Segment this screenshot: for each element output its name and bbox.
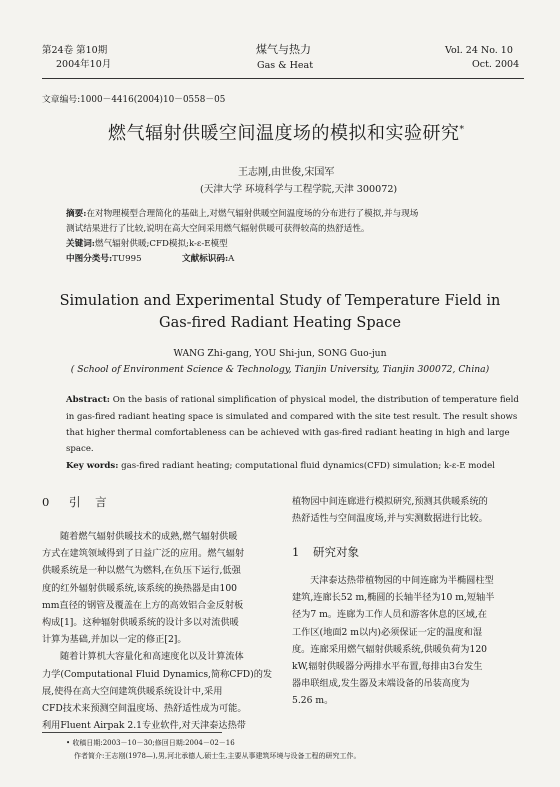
authors-cn: 王志刚,由世俊,宋国军 xyxy=(238,167,335,178)
keywords-cn xyxy=(66,237,228,249)
journal-name-cn: 煤气与热力 xyxy=(256,43,311,56)
keywords-en-label: Key words: xyxy=(66,461,119,471)
paper-title-cn xyxy=(108,119,465,145)
right-column-body xyxy=(292,572,524,710)
footnote-author: 作者简介:王志刚(1978—),男,河北承德人,硕士生,主要从事建筑环境与设备工程的研究工作。 xyxy=(74,752,361,760)
para-line: 随着燃气辐射供暖技术的成熟,燃气辐射供暖 xyxy=(60,531,238,542)
abstract-cn-line2: 测试结果进行了比较,说明在高大空间采用燃气辐射供暖可获得较高的热舒适性。 xyxy=(66,224,370,234)
journal-volume-en: Vol. 24 No. 10 xyxy=(445,45,513,56)
document-code-label: 文献标识码: xyxy=(182,254,229,264)
para-line: 展,使得在高大空间建筑供暖系统设计中,采用 xyxy=(42,685,223,697)
para-line: 度。连廊采用燃气辐射供暖系统,供暖负荷为120 xyxy=(292,643,488,655)
paper-title-en-line2: Gas-fired Radiant Heating Space xyxy=(158,315,401,331)
para-line: 径为7 m。连廊为工作人员和游客休息的区域,在 xyxy=(292,609,487,621)
section-0-title: 引 言 xyxy=(68,495,107,509)
classification-label: 中图分类号: xyxy=(66,254,113,264)
journal-name-en: Gas & Heat xyxy=(257,60,314,71)
para-line: 利用Fluent Airpak 2.1专业软件,对天津泰达热带 xyxy=(42,720,246,732)
para-line: 5.26 m。 xyxy=(292,695,334,707)
keywords-cn-label: 关键词: xyxy=(66,239,95,249)
abstract-cn-line1: 在对物理模型合理简化的基础上,对燃气辐射供暖空间温度场的分布进行了模拟,并与现场 xyxy=(86,209,419,219)
para-line: 建筑,连廊长52 m,椭圆的长轴半径为10 m,短轴半 xyxy=(292,592,495,604)
footnote-received xyxy=(66,738,235,748)
authors-en: WANG Zhi-gang, YOU Shi-jun, SONG Guo-jun xyxy=(173,348,387,359)
journal-date: 2004年10月 xyxy=(56,59,112,70)
paper-title-en-line1: Simulation and Experimental Study of Temperature Field in xyxy=(59,293,501,309)
para-line: 随着计算机大容量化和高速度化以及计算流体 xyxy=(60,651,244,663)
para-line: 力学(Computational Fluid Dynamics,简称CFD)的发 xyxy=(42,668,273,680)
affiliation-cn: (天津大学 环境科学与工程学院,天津 300072) xyxy=(200,184,398,195)
abstract-en-line2: in gas-fired radiant heating space is simulated and compared with the site test result. The result shows xyxy=(66,412,518,422)
keywords-en xyxy=(66,461,495,471)
section-0-number: 0 xyxy=(42,495,50,509)
para-line: 工作区(地面2 m以内)必须保证一定的温度和湿 xyxy=(292,626,483,638)
title-footnote-mark: * xyxy=(459,125,465,135)
document-code xyxy=(182,252,234,264)
journal-volume: 第24卷 第10期 xyxy=(42,45,108,56)
para-line: 器串联组成,发生器及末端设备的吊装高度为 xyxy=(292,678,470,690)
affiliation-en: ( School of Environment Science & Technology, Tianjin University, Tianjin 300072, China) xyxy=(70,364,490,375)
abstract-cn-label: 摘要: xyxy=(66,209,87,219)
classification-value: TU995 xyxy=(112,254,142,264)
journal-date-en: Oct. 2004 xyxy=(472,59,520,70)
keywords-en-text: gas-fired radiant heating; computational fluid dynamics(CFD) simulation; k-ε-E model xyxy=(121,461,495,471)
title-text: 燃气辐射供暖空间温度场的模拟和实验研究 xyxy=(108,123,460,144)
abstract-en-line3: that higher thermal comfortableness can be achieved with gas-fired radiant heating in high and large xyxy=(66,428,510,438)
para-line: 度的红外辐射供暖系统,该系统的换热器是由100 xyxy=(42,582,238,594)
para-line: mm直径的钢管及覆盖在上方的高效铝合金反射板 xyxy=(42,599,244,611)
footnote-rule xyxy=(42,732,222,733)
bullet-icon: • xyxy=(66,739,73,747)
para-line: 构成[1]。这种辐射供暖系统的设计多以对流供暖 xyxy=(42,617,239,629)
para-line: 方式在建筑领域得到了日益广泛的应用。燃气辐射 xyxy=(42,548,245,560)
keywords-cn-text: 燃气辐射供暖;CFD模拟;k-ε-E模型 xyxy=(94,239,228,249)
abstract-en-label: Abstract: xyxy=(66,395,110,405)
classification-number xyxy=(66,252,142,264)
document-code-value: A xyxy=(228,254,235,264)
para-line: kW,辐射供暖器分两排水平布置,每排由3台发生 xyxy=(292,661,483,673)
section-1-title: 研究对象 xyxy=(312,545,359,559)
right-column-intro xyxy=(292,493,524,527)
abstract-en-line4: space. xyxy=(66,444,94,454)
para-line: CFD技术来预测空间温度场、热舒适性成为可能。 xyxy=(42,703,247,715)
abstract-cn xyxy=(66,207,418,219)
para-line: 植物园中间连廊进行模拟研究,预测其供暖系统的 xyxy=(292,496,488,507)
article-id: 文章编号:1000－4416(2004)10－0558－05 xyxy=(42,95,226,105)
para-line: 计算为基础,并加以一定的修正[2]。 xyxy=(42,634,187,646)
section-0-heading xyxy=(42,494,107,510)
abstract-en-line1: On the basis of rational simplification of physical model, the distribution of temperature field xyxy=(112,395,519,405)
para-line: 热舒适性与空间温度场,并与实测数据进行比较。 xyxy=(292,513,488,525)
section-1-number: 1 xyxy=(292,545,300,559)
para-line: 供暖系统是一种以燃气为燃料,在负压下运行,低强 xyxy=(42,565,241,577)
footnote-received-text: 收稿日期:2003－10－30;修回日期:2004－02－16 xyxy=(72,739,235,747)
left-column xyxy=(42,528,276,734)
header-rule xyxy=(42,78,524,79)
abstract-en xyxy=(66,395,519,405)
section-1-heading xyxy=(292,544,359,560)
para-line: 天津泰达热带植物园的中间连廊为半椭圆柱型 xyxy=(310,575,494,586)
